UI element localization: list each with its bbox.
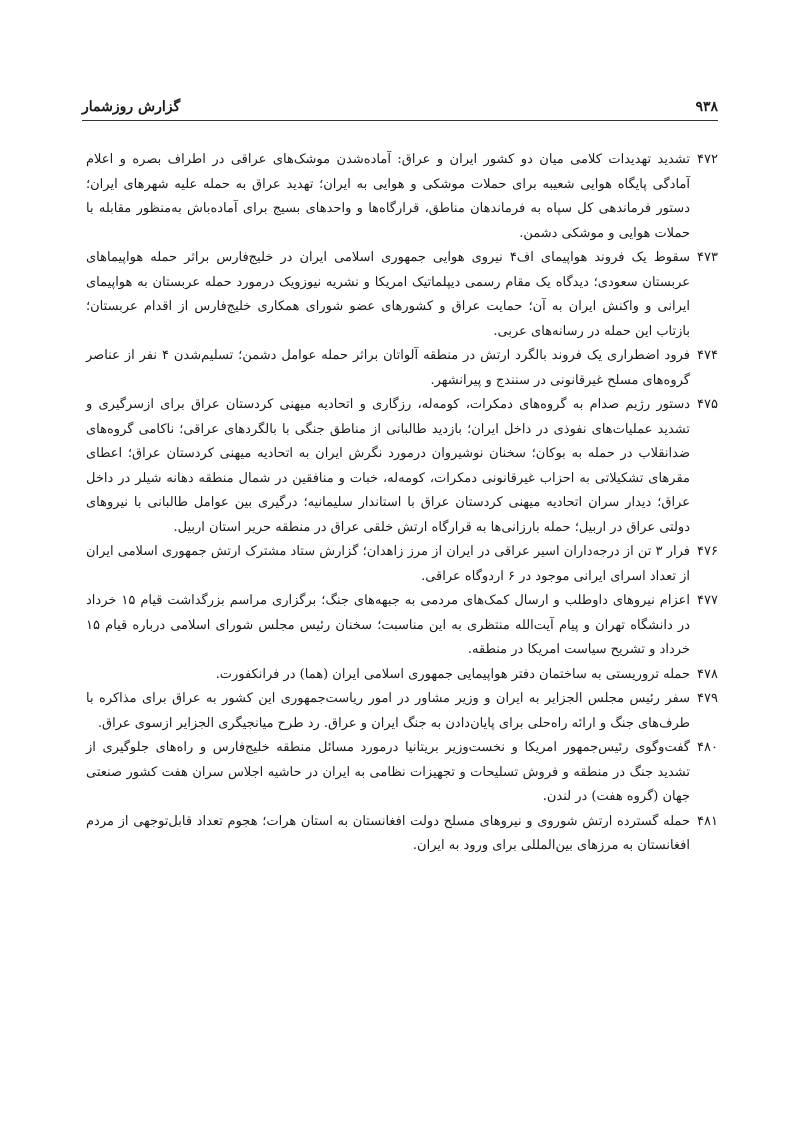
entry-text: تشدید تهدیدات کلامی میان دو کشور ایران و عراق: آماده‌شدن موشک‌های عراقی در اطراف بصره و اعلام آمادگی پایگاه هوایی شعیبه برای حملات موشکی و هوایی به ایران؛ تهدید عراق به حمله علیه شهرهای ایران؛ دستور فرماندهی کل سپاه به فرماندهان مناطق، قرارگاه‌ها و واحدهای بسیج برای آماده‌باش به‌منظور مقابله با حملات هوایی و موشکی دشمن. bbox=[86, 152, 690, 241]
entry-476 bbox=[86, 540, 718, 589]
entry-473 bbox=[86, 246, 718, 344]
entry-text: اعزام نیروهای داوطلب و ارسال کمک‌های مردمی به جبهه‌های جنگ؛ برگزاری مراسم بزرگداشت قیام ۱۵ خرداد در دانشگاه تهران و پیام آیت‌الله منتظری به این مناسبت؛ سخنان رئیس مجلس شورای اسلامی درباره قیام ۱۵ خرداد و تشریح سیاست امریکا در منطقه. bbox=[86, 593, 691, 657]
entry-480 bbox=[86, 736, 718, 810]
entry-text: سقوط یک فروند هواپیمای اف۴ نیروی هوایی جمهوری اسلامی ایران در خلیج‌فارس براثر حمله هواپیماهای عربستان سعودی؛ دیدگاه یک مقام رسمی دیپلماتیک امریکا و نشریه نیوزویک درمورد حمله عربستان به هواپیمای ایرانی و واکنش ایران به آن؛ حمایت عراق و کشورهای عضو شورای همکاری خلیج‌فارس از اقدام عربستان؛ بازتاب این حمله در رسانه‌های عربی. bbox=[86, 250, 690, 339]
entry-text: گفت‌وگوی رئیس‌جمهور امریکا و نخست‌وزیر بریتانیا درمورد مسائل منطقه خلیج‌فارس و راه‌های جلوگیری از تشدید جنگ در منطقه و فروش تسلیحات و تجهیزات نظامی به ایران در حاشیه اجلاس سران هفت کشور صنعتی جهان (گروه هفت) در لندن. bbox=[86, 740, 690, 804]
entry-text: حمله تروریستی به ساختمان دفتر هواپیمایی جمهوری اسلامی ایران (هما) در فرانکفورت. bbox=[215, 666, 690, 682]
running-head bbox=[82, 91, 718, 115]
entry-477 bbox=[86, 589, 718, 663]
entry-text: سفر رئیس مجلس الجزایر به ایران و وزیر مشاور در امور ریاست‌جمهوری این کشور به عراق برای مذاکره با طرف‌های جنگ و ارائه راه‌حلی برای پایان‌دادن به جنگ ایران و عراق. رد طرح میانجیگری الجزایر ازسوی عراق. bbox=[86, 691, 690, 731]
entry-text: دستور رژیم صدام به گروه‌های دمکرات، کومه‌له، رزگاری و اتحادیه میهنی کردستان عراق برای ازسرگیری و تشدید عملیات‌های نفوذی در داخل ایران؛ بازدید طالبانی از مناطق جنگی با بالگردهای عراقی؛ ناکامی گروه‌های ضدانقلاب در حمله به بوکان؛ سخنان نوشیروان درمورد نگرش ایران به اتحادیه میهنی کردستان عراق؛ اعطای مقرهای تشکیلاتی به احزاب غیرقانونی دمکرات، کومه‌له، خبات و منافقین در شمال منطقه دهانه شیلر در داخل عراق؛ دیدار سران اتحادیه میهنی کردستان عراق با استاندار سلیمانیه؛ درگیری بین عوامل طالبانی با نیروهای دولتی عراق در اربیل؛ حمله بارزانی‌ها به قرارگاه ارتش خلقی عراق در منطقه حریر استان اربیل. bbox=[86, 397, 690, 535]
entry-number: ۴۸۰ bbox=[697, 740, 718, 755]
running-title: گزارش روزشمار bbox=[82, 99, 181, 115]
entry-472 bbox=[86, 148, 718, 246]
entry-number: ۴۷۲ bbox=[697, 152, 718, 167]
entry-478 bbox=[86, 663, 718, 688]
entry-number: ۴۷۴ bbox=[697, 348, 718, 363]
entry-text: فرار ۳ تن از درجه‌داران اسیر عراقی در ایران از مرز زاهدان؛ گزارش ستاد مشترک ارتش جمهوری اسلامی ایران از تعداد اسرای ایرانی موجود در ۶ اردوگاه عراقی. bbox=[86, 544, 690, 584]
entry-475 bbox=[86, 393, 718, 540]
entry-number: ۴۷۹ bbox=[697, 691, 718, 706]
entry-number: ۴۷۵ bbox=[697, 397, 718, 412]
chronology-entries bbox=[86, 148, 718, 859]
page-number: ۹۳۸ bbox=[695, 99, 718, 115]
entry-number: ۴۷۳ bbox=[697, 250, 718, 265]
entry-481 bbox=[86, 810, 718, 859]
entry-number: ۴۷۶ bbox=[697, 544, 718, 559]
entry-number: ۴۷۸ bbox=[697, 666, 718, 682]
entry-number: ۴۷۷ bbox=[697, 593, 718, 608]
entry-474 bbox=[86, 344, 718, 393]
entry-479 bbox=[86, 687, 718, 736]
entry-number: ۴۸۱ bbox=[697, 813, 718, 829]
entry-text: فرود اضطراری یک فروند بالگرد ارتش در منطقه آلواتان براثر حمله عوامل دشمن؛ تسلیم‌شدن ۴ نفر از عناصر گروه‌های مسلح غیرقانونی در سنندج و پیرانشهر. bbox=[86, 348, 690, 388]
header-rule bbox=[82, 120, 718, 121]
entry-text: حمله گسترده ارتش شوروی و نیروهای مسلح دولت افغانستان به استان هرات؛ هجوم تعداد قابل‌توجهی از مردم افغانستان به مرزهای بین‌المللی برای ورود به ایران. bbox=[86, 813, 690, 853]
